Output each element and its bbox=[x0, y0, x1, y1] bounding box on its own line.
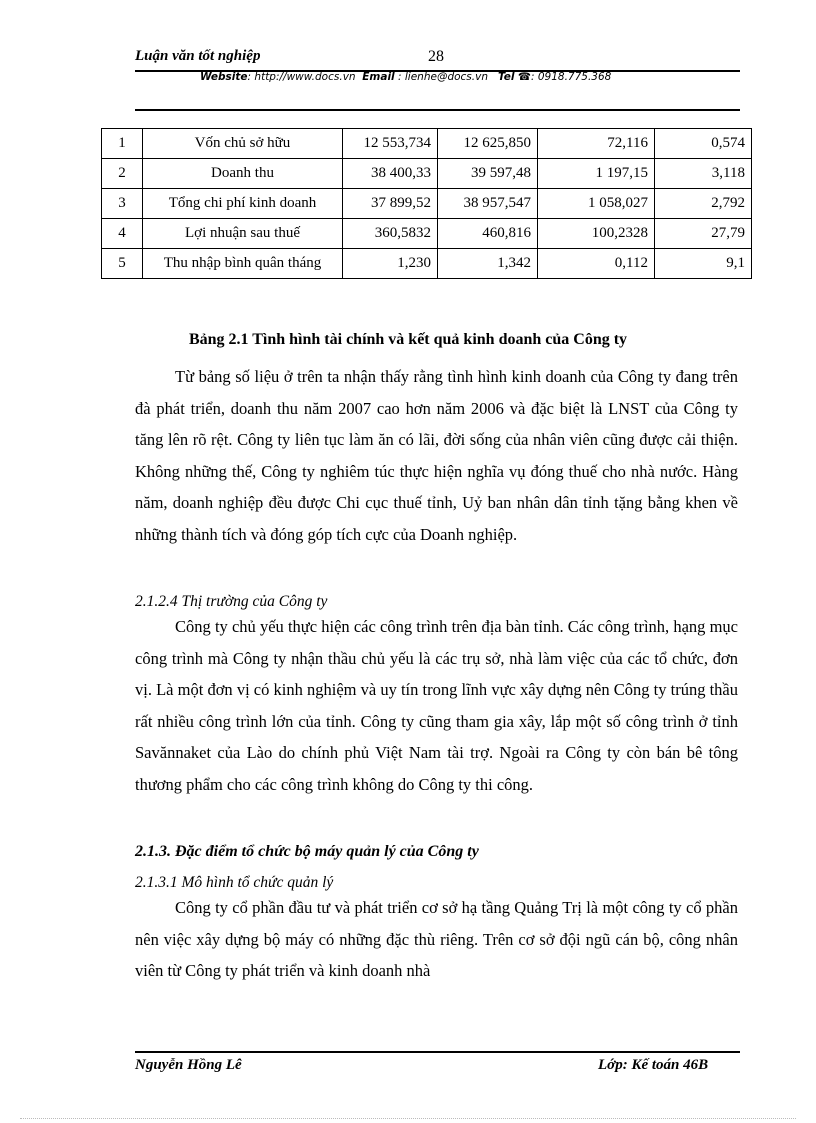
table-row bbox=[102, 219, 752, 249]
row-number-cell: 4 bbox=[102, 219, 143, 249]
footer-author: Nguyễn Hồng Lê bbox=[135, 1057, 242, 1073]
value-2006-cell: 37 899,52 bbox=[343, 189, 438, 219]
difference-cell: 1 058,027 bbox=[538, 189, 655, 219]
percent-change-cell: 27,79 bbox=[655, 219, 752, 249]
percent-change-cell: 2,792 bbox=[655, 189, 752, 219]
footer-class: Lớp: Kế toán 46B bbox=[598, 1057, 709, 1073]
header-rule-bottom bbox=[135, 109, 740, 111]
value-2007-cell: 12 625,850 bbox=[438, 129, 538, 159]
tel-label: Tel bbox=[498, 71, 515, 83]
difference-cell: 100,2328 bbox=[538, 219, 655, 249]
header-contact bbox=[200, 71, 611, 83]
value-2007-cell: 460,816 bbox=[438, 219, 538, 249]
percent-change-cell: 9,1 bbox=[655, 249, 752, 279]
paragraph-2: Công ty chủ yếu thực hiện các công trình trên địa bàn tỉnh. Các công trình, hạng mục công trình mà Công ty nhận thầu chủ yếu là các trụ sở, nhà làm việc của các tổ chức, đơn vị. Là một đơn vị có kinh nghiệm và uy tín trong lĩnh vực xây dựng nên Công ty trúng thầu rất nhiều công trình lớn của tỉnh. Công ty cũng tham gia xây, lắp một số công trình ở tỉnh Savănnaket của Lào do chính phủ Việt Nam tài trợ. Ngoài ra Công ty còn bán bê tông thương phẩm cho các công trình không do Công ty thi công. bbox=[135, 617, 738, 794]
page-number: 28 bbox=[428, 48, 444, 65]
paragraph-3: Công ty cổ phần đầu tư và phát triển cơ sở hạ tầng Quảng Trị là một công ty cổ phần nên việc xây dựng bộ máy có những đặc thù riêng. Trên cơ sở đội ngũ cán bộ, công nhân viên từ Công ty phát triển và kinh doanh nhà bbox=[135, 898, 738, 980]
value-2007-cell: 38 957,547 bbox=[438, 189, 538, 219]
table-row bbox=[102, 189, 752, 219]
difference-cell: 0,112 bbox=[538, 249, 655, 279]
phone-icon: ☎ bbox=[517, 71, 531, 83]
website-value: : http://www.docs.vn bbox=[247, 71, 356, 83]
tel-value: : 0918.775.368 bbox=[530, 71, 612, 83]
indicator-name-cell: Lợi nhuận sau thuế bbox=[143, 219, 343, 249]
difference-cell: 1 197,15 bbox=[538, 159, 655, 189]
percent-change-cell: 0,574 bbox=[655, 129, 752, 159]
subheading-model: 2.1.3.1 Mô hình tổ chức quản lý bbox=[135, 874, 334, 891]
section-heading: 2.1.3. Đặc điểm tổ chức bộ máy quản lý của Công ty bbox=[135, 843, 479, 860]
table-caption: Bảng 2.1 Tình hình tài chính và kết quả kinh doanh của Công ty bbox=[188, 331, 628, 348]
value-2007-cell: 39 597,48 bbox=[438, 159, 538, 189]
paragraph-1: Từ bảng số liệu ở trên ta nhận thấy rằng tình hình kinh doanh của Công ty đang trên đà phát triển, doanh thu năm 2007 cao hơn năm 2006 và đặc biệt là LNST của Công ty tăng lên rõ rệt. Công ty liên tục làm ăn có lãi, đời sống của nhân viên cũng được cải thiện. Không những thế, Công ty nghiêm túc thực hiện nghĩa vụ đóng thuế cho nhà nước. Hàng năm, doanh nghiệp đều được Chi cục thuế tỉnh, Uỷ ban nhân dân tỉnh tặng bằng khen về những thành tích và đóng góp tích cực của Doanh nghiệp. bbox=[135, 367, 738, 544]
financial-table bbox=[101, 128, 752, 279]
website-label: Website bbox=[200, 71, 248, 83]
indicator-name-cell: Tổng chi phí kinh doanh bbox=[143, 189, 343, 219]
value-2006-cell: 360,5832 bbox=[343, 219, 438, 249]
row-number-cell: 2 bbox=[102, 159, 143, 189]
subheading-market: 2.1.2.4 Thị trường của Công ty bbox=[135, 593, 328, 610]
indicator-name-cell: Vốn chủ sở hữu bbox=[143, 129, 343, 159]
table-row bbox=[102, 129, 752, 159]
table-row bbox=[102, 249, 752, 279]
value-2006-cell: 12 553,734 bbox=[343, 129, 438, 159]
email-label: Email bbox=[362, 71, 395, 83]
row-number-cell: 3 bbox=[102, 189, 143, 219]
difference-cell: 72,116 bbox=[538, 129, 655, 159]
row-number-cell: 1 bbox=[102, 129, 143, 159]
email-value: : lienhe@docs.vn bbox=[398, 71, 488, 83]
percent-change-cell: 3,118 bbox=[655, 159, 752, 189]
value-2006-cell: 38 400,33 bbox=[343, 159, 438, 189]
row-number-cell: 5 bbox=[102, 249, 143, 279]
page-bottom-border bbox=[20, 1118, 796, 1119]
footer-rule bbox=[135, 1051, 740, 1053]
table-row bbox=[102, 159, 752, 189]
value-2007-cell: 1,342 bbox=[438, 249, 538, 279]
header-title: Luận văn tốt nghiệp bbox=[135, 48, 261, 64]
indicator-name-cell: Thu nhập bình quân tháng bbox=[143, 249, 343, 279]
value-2006-cell: 1,230 bbox=[343, 249, 438, 279]
indicator-name-cell: Doanh thu bbox=[143, 159, 343, 189]
